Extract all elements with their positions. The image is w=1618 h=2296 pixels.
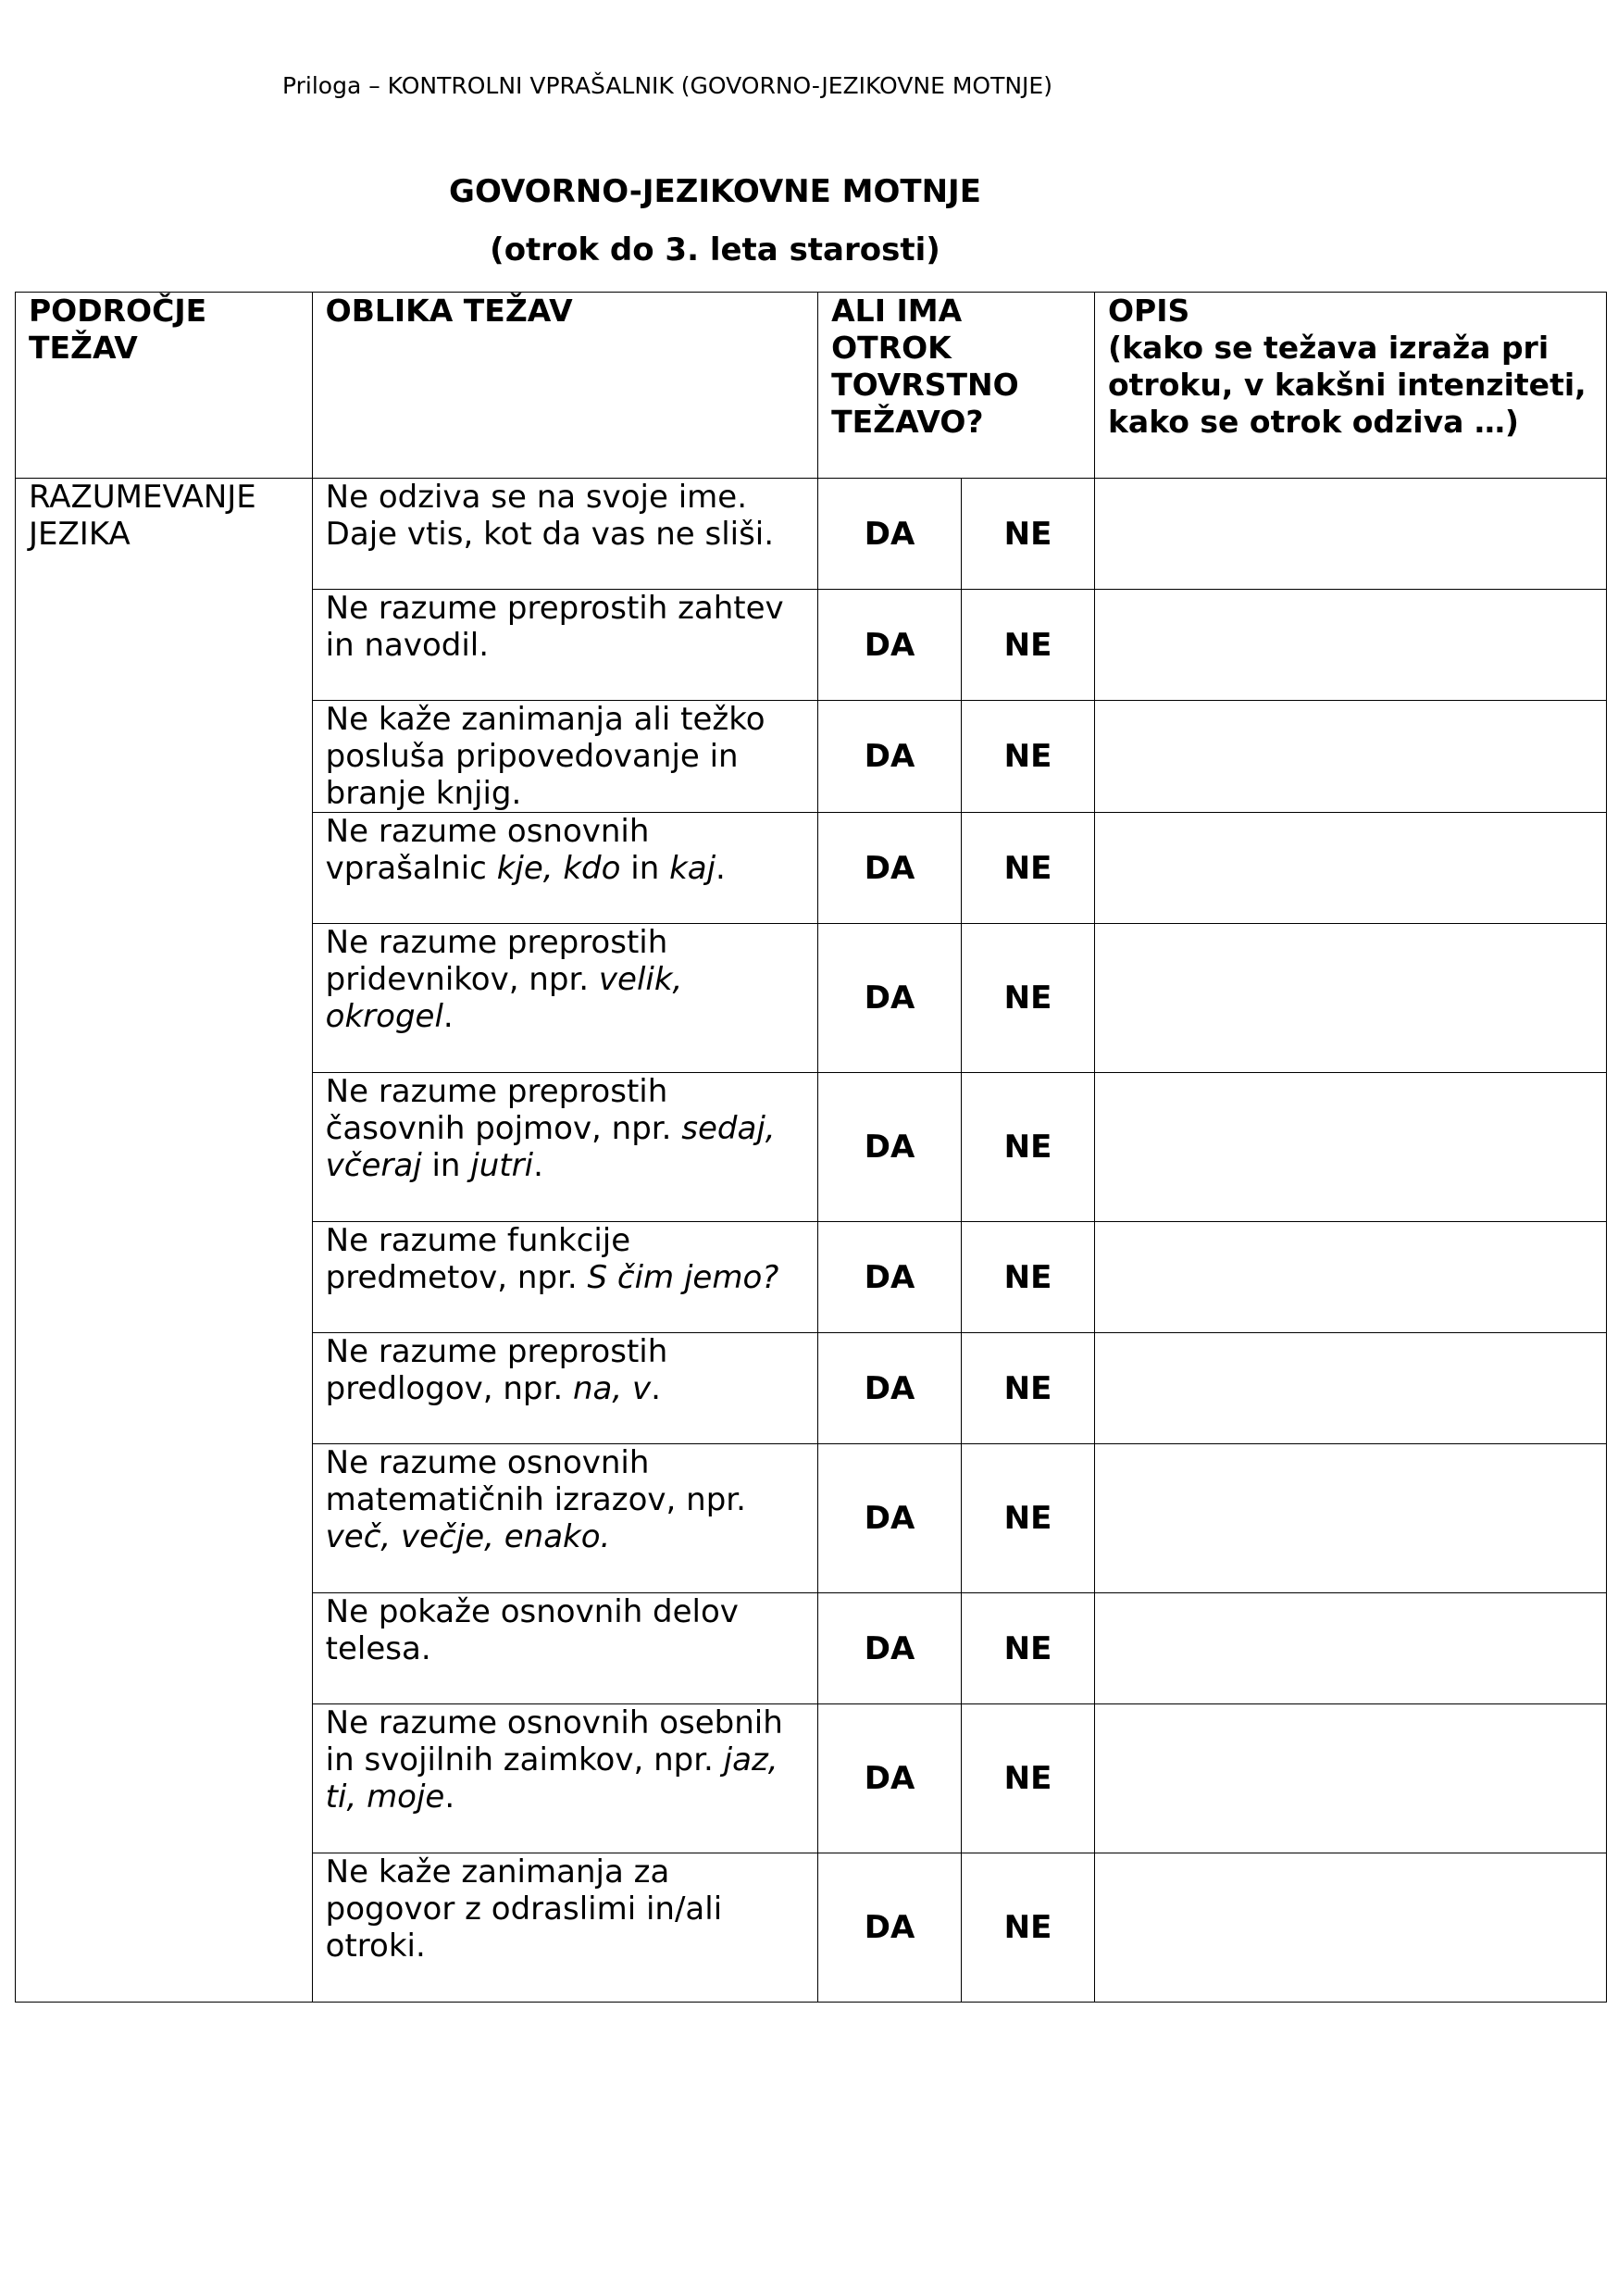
difficulty-description	[312, 1704, 817, 1853]
description-text: kje, kdo	[496, 850, 621, 887]
answer-no-option[interactable]: NE	[962, 1593, 1095, 1704]
answer-no-option[interactable]: NE	[962, 1073, 1095, 1222]
difficulty-description	[312, 813, 817, 924]
difficulty-description	[312, 1444, 817, 1593]
description-text: sedaj, včeraj	[325, 1110, 776, 1184]
description-field[interactable]	[1094, 1222, 1606, 1333]
description-text: jaz, ti, moje	[325, 1741, 778, 1816]
difficulty-description	[312, 701, 817, 813]
answer-no-option[interactable]: NE	[962, 1333, 1095, 1444]
description-text: Ne razume osnovnih vprašalnic	[325, 813, 650, 887]
difficulty-description	[312, 1593, 817, 1704]
answer-yes-option[interactable]: DA	[818, 701, 962, 813]
description-text: .	[651, 1370, 661, 1407]
description-text: kaj	[669, 850, 716, 887]
description-field[interactable]	[1094, 701, 1606, 813]
description-text: .	[442, 998, 454, 1035]
description-text: Ne razume funkcije predmetov, npr.	[325, 1222, 631, 1296]
header-opis-detail: (kako se težava izraža pri otroku, v kakšni intenziteti, kako se otrok odziva …)	[1107, 330, 1587, 440]
header-opis	[1094, 293, 1606, 479]
answer-yes-option[interactable]: DA	[818, 1444, 962, 1593]
description-text: .	[444, 1778, 455, 1816]
description-field[interactable]	[1094, 1333, 1606, 1444]
difficulty-description	[312, 924, 817, 1073]
description-text: jutri	[470, 1147, 534, 1184]
answer-yes-option[interactable]: DA	[818, 479, 962, 590]
answer-no-option[interactable]: NE	[962, 1704, 1095, 1853]
area-label: RAZUMEVANJE JEZIKA	[16, 479, 313, 2003]
difficulty-description	[312, 1222, 817, 1333]
answer-yes-option[interactable]: DA	[818, 1333, 962, 1444]
description-text: Ne pokaže osnovnih delov telesa.	[325, 1593, 739, 1667]
difficulty-description	[312, 590, 817, 701]
answer-no-option[interactable]: NE	[962, 1853, 1095, 2003]
description-text: Ne razume preprostih predlogov, npr.	[325, 1333, 668, 1407]
header-answer: ALI IMA OTROK TOVRSTNO TEŽAVO?	[818, 293, 1095, 479]
document-subtitle: (otrok do 3. leta starosti)	[490, 231, 940, 268]
description-field[interactable]	[1094, 924, 1606, 1073]
description-text: in	[620, 850, 670, 887]
description-text: velik, okrogel	[325, 961, 683, 1035]
header-opis-title: OPIS	[1107, 293, 1190, 329]
difficulty-description	[312, 1853, 817, 2003]
description-field[interactable]	[1094, 590, 1606, 701]
answer-no-option[interactable]: NE	[962, 1444, 1095, 1593]
answer-yes-option[interactable]: DA	[818, 924, 962, 1073]
description-text: Ne odziva se na svoje ime. Daje vtis, kot da vas ne sliši.	[325, 479, 775, 553]
answer-no-option[interactable]: NE	[962, 1222, 1095, 1333]
description-field[interactable]	[1094, 1853, 1606, 2003]
answer-no-option[interactable]: NE	[962, 590, 1095, 701]
answer-yes-option[interactable]: DA	[818, 590, 962, 701]
description-field[interactable]	[1094, 1593, 1606, 1704]
description-text: .	[716, 850, 726, 887]
description-text: Ne razume preprostih pridevnikov, npr.	[325, 924, 668, 998]
description-field[interactable]	[1094, 479, 1606, 590]
description-text: Ne razume osnovnih osebnih in svojilnih zaimkov, npr.	[325, 1704, 783, 1778]
description-text: Ne razume osnovnih matematičnih izrazov, npr.	[325, 1444, 746, 1518]
description-field[interactable]	[1094, 1073, 1606, 1222]
description-text: Ne razume preprostih časovnih pojmov, npr.	[325, 1073, 682, 1147]
difficulty-description	[312, 1333, 817, 1444]
description-field[interactable]	[1094, 813, 1606, 924]
header-form: OBLIKA TEŽAV	[312, 293, 817, 479]
difficulty-description	[312, 1073, 817, 1222]
description-text: in	[421, 1147, 471, 1184]
description-text: Ne kaže zanimanja ali težko posluša pripovedovanje in branje knjig.	[325, 701, 765, 812]
difficulty-description	[312, 479, 817, 590]
table-row	[16, 479, 1607, 590]
description-text: S čim jemo?	[587, 1259, 779, 1296]
document-title: GOVORNO-JEZIKOVNE MOTNJE	[449, 173, 981, 210]
header-area: PODROČJE TEŽAV	[16, 293, 313, 479]
description-text: .	[533, 1147, 543, 1184]
answer-no-option[interactable]: NE	[962, 479, 1095, 590]
answer-no-option[interactable]: NE	[962, 813, 1095, 924]
answer-no-option[interactable]: NE	[962, 924, 1095, 1073]
answer-yes-option[interactable]: DA	[818, 1704, 962, 1853]
table-header-row	[16, 293, 1607, 479]
answer-yes-option[interactable]: DA	[818, 1853, 962, 2003]
answer-yes-option[interactable]: DA	[818, 1222, 962, 1333]
description-field[interactable]	[1094, 1704, 1606, 1853]
description-text: Ne kaže zanimanja za pogovor z odraslimi in/ali otroki.	[325, 1853, 723, 1965]
page-header: Priloga – KONTROLNI VPRAŠALNIK (GOVORNO-JEZIKOVNE MOTNJE)	[282, 72, 1052, 99]
answer-no-option[interactable]: NE	[962, 701, 1095, 813]
description-text: na, v	[572, 1370, 652, 1407]
description-field[interactable]	[1094, 1444, 1606, 1593]
description-text: Ne razume preprostih zahtev in navodil.	[325, 590, 784, 664]
questionnaire-table	[15, 292, 1607, 2003]
answer-yes-option[interactable]: DA	[818, 1073, 962, 1222]
answer-yes-option[interactable]: DA	[818, 1593, 962, 1704]
description-text: več, večje, enako.	[325, 1518, 611, 1555]
answer-yes-option[interactable]: DA	[818, 813, 962, 924]
